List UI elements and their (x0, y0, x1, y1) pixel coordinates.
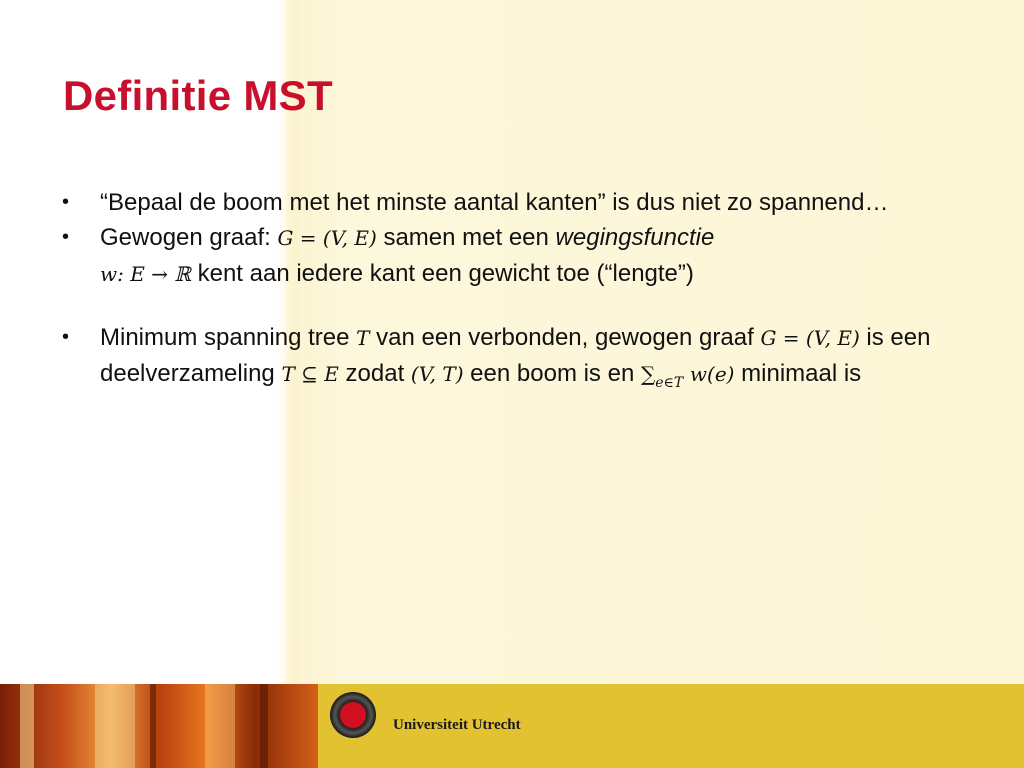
bullet-text: is een deelverzameling (100, 324, 931, 387)
math-sum-subscript: e∈T (655, 375, 684, 391)
math-pair: (V, T) (410, 362, 464, 386)
bullet-dot-icon: • (62, 326, 70, 348)
bullet-text: Gewogen graaf: (100, 224, 278, 251)
bullet-text: minimaal is (734, 360, 862, 387)
bullet-text: samen met een (376, 224, 556, 251)
slide-title: Definitie MST (63, 72, 333, 119)
university-logo-text: Universiteit Utrecht (393, 717, 521, 733)
bullet-text: van een verbonden, gewogen graaf (369, 324, 761, 351)
math-weight: w(e) (689, 362, 735, 386)
footer-photo (0, 684, 318, 768)
math-subset: T ⊆ E (281, 362, 339, 386)
bullet-item (62, 220, 982, 292)
bullet-text: “Bepaal de boom met het minste aantal kanten” is dus niet zo spannend… (100, 189, 889, 216)
math-graph: G = (V, E) (277, 226, 377, 250)
bullet-text: zodat (338, 360, 411, 387)
footer-bar (0, 684, 1024, 768)
bullet-text: een boom is en (463, 360, 641, 387)
math-sum-symbol: ∑ (640, 362, 656, 386)
bullet-dot-icon: • (62, 226, 70, 248)
math-weight-function: w: E → ℝ (100, 262, 191, 286)
math-graph: G = (V, E) (760, 326, 860, 350)
emphasis-text: wegingsfunctie (555, 224, 715, 251)
university-seal-icon (330, 692, 376, 738)
bullet-item (62, 185, 982, 220)
bullet-text: kent aan iedere kant een gewicht toe (“lengte”) (190, 260, 694, 287)
bullet-item (62, 320, 982, 401)
bullet-dot-icon: • (62, 191, 70, 213)
math-tree: T (356, 326, 370, 350)
bullet-list (62, 185, 982, 401)
bullet-text: Minimum spanning tree (100, 324, 357, 351)
